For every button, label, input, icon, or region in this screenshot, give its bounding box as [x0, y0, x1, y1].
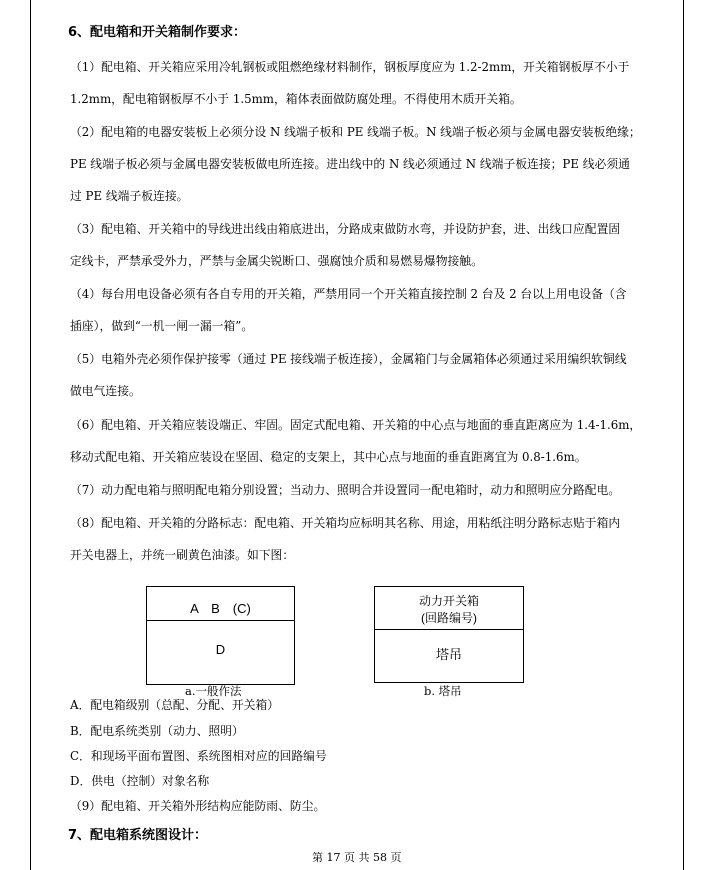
- diagram-box-general-top-label: A B (C): [190, 601, 251, 616]
- legend-item-a: A．配电箱级别（总配、分配、开关箱）: [70, 698, 280, 712]
- p8-line1: （8）配电箱、开关箱的分路标志：配电箱、开关箱均应标明其名称、用途，用粘纸注明分路标志贴于箱内: [70, 516, 621, 530]
- diagram-box-tower-crane-divider: [374, 629, 524, 630]
- legend-item-b: B．配电系统类别（动力、照明）: [70, 724, 244, 738]
- p2-line3: 过 PE 线端子板连接。: [70, 189, 189, 203]
- p2-line1: （2）配电箱的电器安装板上必须分设 N 线端子板和 PE 线端子板。N 线端子板必须与金属电器安装板绝缘；: [70, 125, 641, 139]
- diagram-box-tower-crane-bottom-label: 塔吊: [435, 647, 462, 662]
- section6-heading: 6、配电箱和开关箱制作要求：: [68, 25, 247, 40]
- diagram-box-general-divider: [146, 620, 295, 621]
- p5-line2: 做电气连接。: [70, 384, 141, 398]
- p4-line2: 插座），做到“一机一闸一漏一箱”。: [70, 319, 254, 333]
- p1-line1: （1）配电箱、开关箱应采用冷轧钢板或阻燃绝缘材料制作，钢板厚度应为 1.2-2mm，开关箱钢板厚不小于: [70, 60, 630, 74]
- legend-item-c: C．和现场平面布置图、系统图相对应的回路编号: [70, 749, 327, 763]
- p7-line1: （7）动力配电箱与照明配电箱分别设置；当动力、照明合并设置同一配电箱时，动力和照明应分路配电。: [70, 483, 621, 497]
- page-frame-left: [30, 0, 31, 870]
- p5-line1: （5）电箱外壳必须作保护接零（通过 PE 接线端子板连接），金属箱门与金属箱体必须通过采用编织软铜线: [70, 352, 627, 366]
- p8-line2: 开关电器上，并统一刷黄色油漆。如下图：: [70, 548, 295, 562]
- diagram-caption-a: a.一般作法: [185, 684, 242, 698]
- p1-line2: 1.2mm，配电箱钢板厚不小于 1.5mm，箱体表面做防腐处理。不得使用木质开关箱。: [70, 92, 522, 106]
- p3-line2: 定线卡，严禁承受外力，严禁与金属尖锐断口、强腐蚀介质和易燃易爆物接触。: [70, 254, 483, 268]
- p6-line1: （6）配电箱、开关箱应装设端正、牢固。固定式配电箱、开关箱的中心点与地面的垂直距离应为 1.4-1.6m，: [70, 418, 642, 432]
- diagram-box-tower-crane-title: 动力开关箱: [418, 594, 479, 608]
- section7-heading: 7、配电箱系统图设计：: [68, 828, 208, 843]
- diagram-box-tower-crane-circuit: (回路编号): [421, 611, 477, 625]
- p6-line2: 移动式配电箱、开关箱应装设在坚固、稳定的支架上，其中心点与地面的垂直距离宜为 0.8-1.6m。: [70, 450, 587, 464]
- diagram-box-general-bottom-label: D: [215, 642, 226, 657]
- p2-line2: PE 线端子板必须与金属电器安装板做电所连接。进出线中的 N 线必须通过 N 线端子板连接；PE 线必须通: [70, 157, 630, 171]
- p9-line1: （9）配电箱、开关箱外形结构应能防雨、防尘。: [70, 799, 326, 813]
- legend-item-d: D．供电（控制）对象名称: [70, 774, 210, 788]
- diagram-caption-b: b. 塔吊: [424, 684, 462, 698]
- p4-line1: （4）每台用电设备必须有各自专用的开关箱，严禁用同一个开关箱直接控制 2 台及 2 台以上用电设备（含: [70, 287, 627, 301]
- page-number: 第 17 页 共 58 页: [312, 851, 402, 864]
- p3-line1: （3）配电箱、开关箱中的导线进出线由箱底进出，分路成束做防水弯，并设防护套，进、出线口应配置固: [70, 222, 621, 236]
- page-frame-right: [683, 0, 684, 870]
